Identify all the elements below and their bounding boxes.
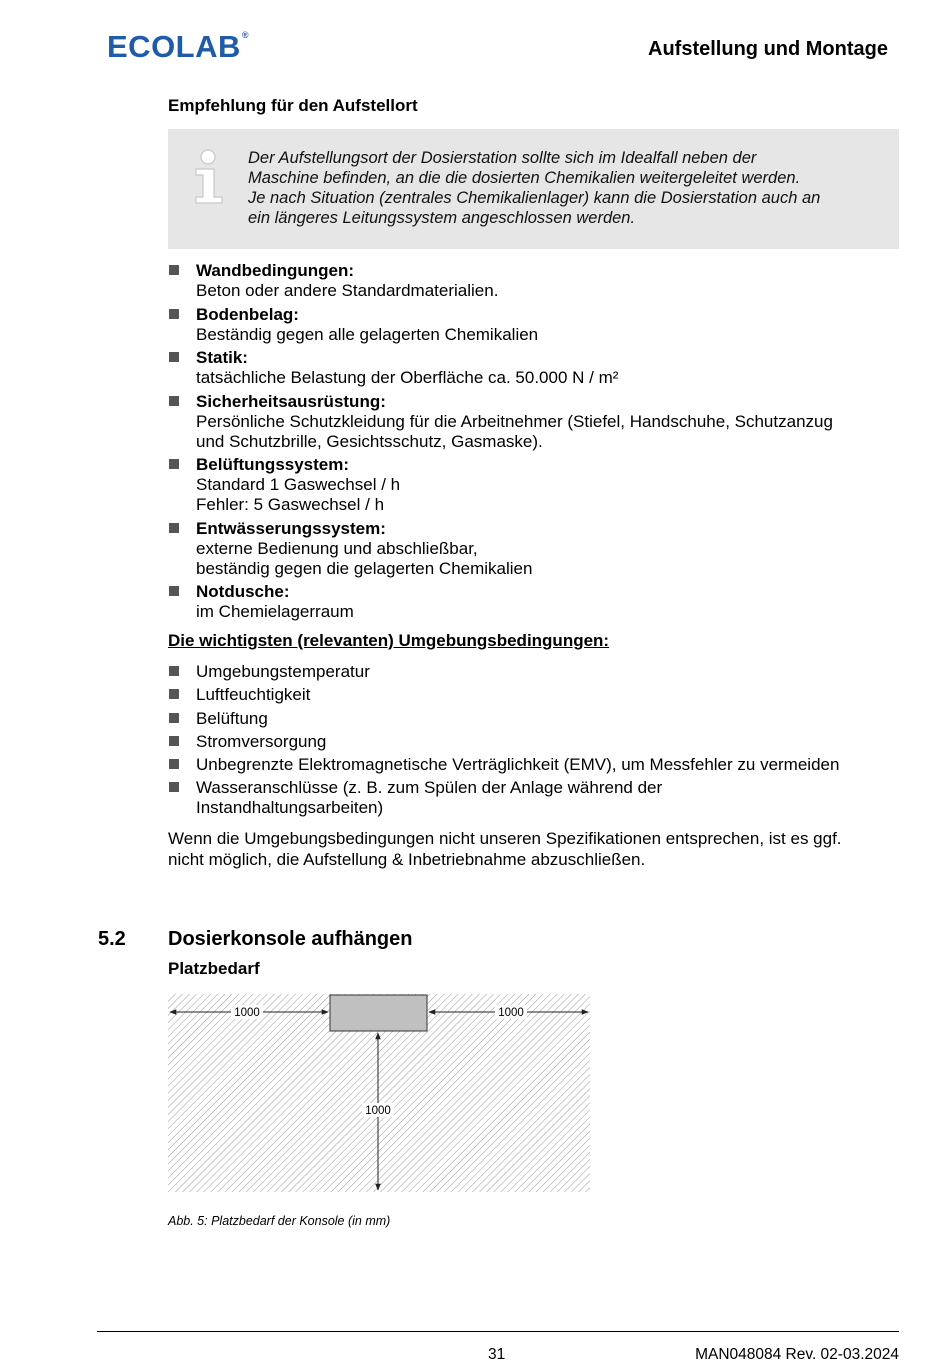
console-box [330,995,427,1031]
logo-registered-mark: ® [241,30,250,40]
environment-item-text: Luftfeuchtigkeit [196,685,311,705]
requirement-detail: Beständig gegen alle gelagerten Chemikalien [196,324,539,344]
requirement-detail: Beton oder andere Standardmaterialien. [196,281,499,300]
bullet-square-icon [169,666,179,676]
bullet-square-icon [169,782,179,792]
list-item [168,519,898,579]
list-item [168,455,898,515]
bullet-square-icon [169,689,179,699]
list-item [168,778,898,818]
list-item [168,392,898,452]
bullet-square-icon [169,352,179,362]
bullet-square-icon [169,396,179,406]
environment-note [168,828,898,870]
requirements-list [168,261,898,626]
environment-list [168,662,898,822]
environment-item-text: Stromversorgung [196,731,327,751]
requirement-detail: Persönliche Schutzkleidung für die Arbeitnehmer (Stiefel, Handschuhe, Schutzanzug [196,411,833,431]
info-line: Der Aufstellungsort der Dosierstation sollte sich im Idealfall neben der [248,149,757,167]
dim-label-bottom: 1000 [365,1105,391,1117]
space-requirement-diagram [168,994,592,1194]
environment-heading: Die wichtigsten (relevanten) Umgebungsbedingungen: [168,631,610,650]
list-item [168,662,898,682]
requirement-term: Notdusche: [196,582,290,601]
document-reference: MAN048084 Rev. 02-03.2024 [695,1346,899,1363]
info-line: Maschine befinden, an die die dosierten Chemikalien weitergeleitet werden. [248,169,801,187]
list-item [168,261,898,301]
environment-item-text: Instandhaltungsarbeiten) [196,798,384,818]
requirement-term: Sicherheitsausrüstung: [196,391,386,411]
bullet-square-icon [169,523,179,533]
list-item [168,305,898,345]
chapter-title: Aufstellung und Montage [648,38,888,60]
bullet-square-icon [169,759,179,769]
info-line: Je nach Situation (zentrales Chemikalienlager) kann die Dosierstation auch an [248,189,821,207]
info-line: ein längeres Leitungssystem angeschlossen werden. [248,209,636,227]
requirement-detail: tatsächliche Belastung der Oberfläche ca. 50.000 N / m² [196,368,619,387]
requirement-term: Wandbedingungen: [196,261,355,280]
environment-item-text: Wasseranschlüsse (z. B. zum Spülen der Anlage während der [196,778,663,798]
requirement-term: Entwässerungssystem: [196,518,386,538]
requirement-term: Belüftungssystem: [196,455,350,474]
section-title: Dosierkonsole aufhängen [168,928,413,950]
environment-item-text: Umgebungstemperatur [196,662,370,681]
ecolab-logo [107,31,249,62]
requirement-detail: Standard 1 Gaswechsel / h [196,475,401,494]
environment-item-text: Unbegrenzte Elektromagnetische Verträglichkeit (EMV), um Messfehler zu vermeiden [196,755,840,775]
requirement-detail: externe Bedienung und abschließbar, [196,538,478,558]
figure-caption: Abb. 5: Platzbedarf der Konsole (in mm) [168,1214,391,1228]
page-number: 31 [488,1346,506,1363]
requirement-detail: beständig gegen die gelagerten Chemikalien [196,558,533,578]
bullet-square-icon [169,265,179,275]
note-line: nicht möglich, die Aufstellung & Inbetriebnahme abzuschließen. [168,850,646,869]
dim-label-right: 1000 [498,1007,524,1019]
info-text [248,148,888,228]
list-item [168,685,898,705]
requirement-detail: und Schutzbrille, Gesichtsschutz, Gasmaske). [196,431,543,451]
footer-divider [97,1331,899,1332]
list-item [168,755,898,775]
list-item [168,582,898,622]
bullet-square-icon [169,736,179,746]
environment-item-text: Belüftung [196,708,268,728]
space-requirement-heading: Platzbedarf [168,959,260,978]
requirement-term: Statik: [196,348,248,367]
recommendation-heading: Empfehlung für den Aufstellort [168,96,418,115]
info-icon [192,147,226,205]
bullet-square-icon [169,586,179,596]
requirement-term: Bodenbelag: [196,304,299,324]
dim-label-left: 1000 [234,1007,260,1019]
logo-text: ECOLAB [107,29,241,64]
note-line: Wenn die Umgebungsbedingungen nicht unseren Spezifikationen entsprechen, ist es ggf. [168,829,842,848]
info-box [168,129,899,249]
bullet-square-icon [169,309,179,319]
bullet-square-icon [169,459,179,469]
requirement-detail: im Chemielagerraum [196,602,354,621]
section-number: 5.2 [98,928,126,950]
bullet-square-icon [169,713,179,723]
requirement-detail: Fehler: 5 Gaswechsel / h [196,495,385,514]
list-item [168,348,898,388]
list-item [168,709,898,729]
list-item [168,732,898,752]
